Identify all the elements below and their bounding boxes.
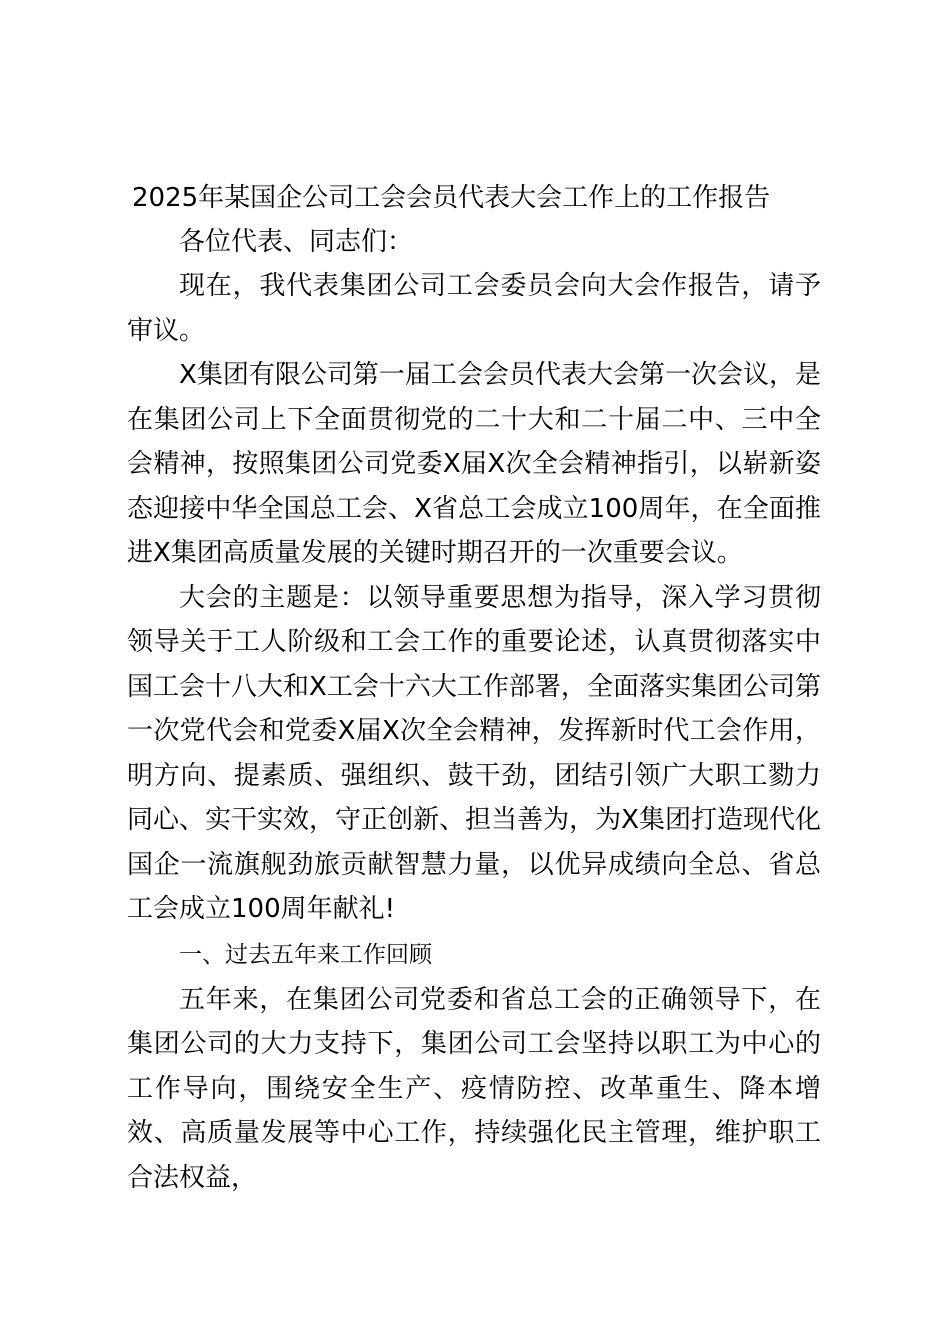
paragraph-five-year-review: 五年来，在集团公司党委和省总工会的正确领导下，在集团公司的大力支持下，集团公司工会坚持以职工为中心的工作导向，围绕安全生产、疫情防控、改革重生、降本增效、高质量发展等中心工作，持续强化民主管理，维护职工合法权益，: [127, 984, 821, 1193]
document-body: [127, 176, 821, 1200]
document-title: 2025年某国企公司工会会员代表大会工作上的工作报告: [132, 183, 771, 213]
paragraph-intro: 现在，我代表集团公司工会委员会向大会作报告，请予审议。: [127, 271, 821, 346]
salutation: 各位代表、同志们：: [179, 227, 414, 257]
paragraph-meeting-context: X集团有限公司第一届工会会员代表大会第一次会议，是在集团公司上下全面贯彻党的二十大和二十届二中、三中全会精神，按照集团公司党委X届X次全会精神指引，以崭新姿态迎接中华全国总工会、X省总工会成立100周年，在全面推进X集团高质量发展的关键时期召开的一次重要会议。: [127, 360, 821, 568]
section-heading: 一、过去五年来工作回顾: [179, 941, 432, 968]
paragraph-meeting-theme: 大会的主题是：以领导重要思想为指导，深入学习贯彻领导关于工人阶级和工会工作的重要论述，认真贯彻落实中国工会十八大和X工会十六大工作部署，全面落实集团公司第一次党代会和党委X届X次全会精神，发挥新时代工会作用，明方向、提素质、强组织、鼓干劲，团结引领广大职工勠力同心、实干实效，守正创新、担当善为，为X集团打造现代化国企一流旗舰劲旅贡献智慧力量，以优异成绩向全总、省总工会成立100周年献礼!: [127, 582, 821, 924]
